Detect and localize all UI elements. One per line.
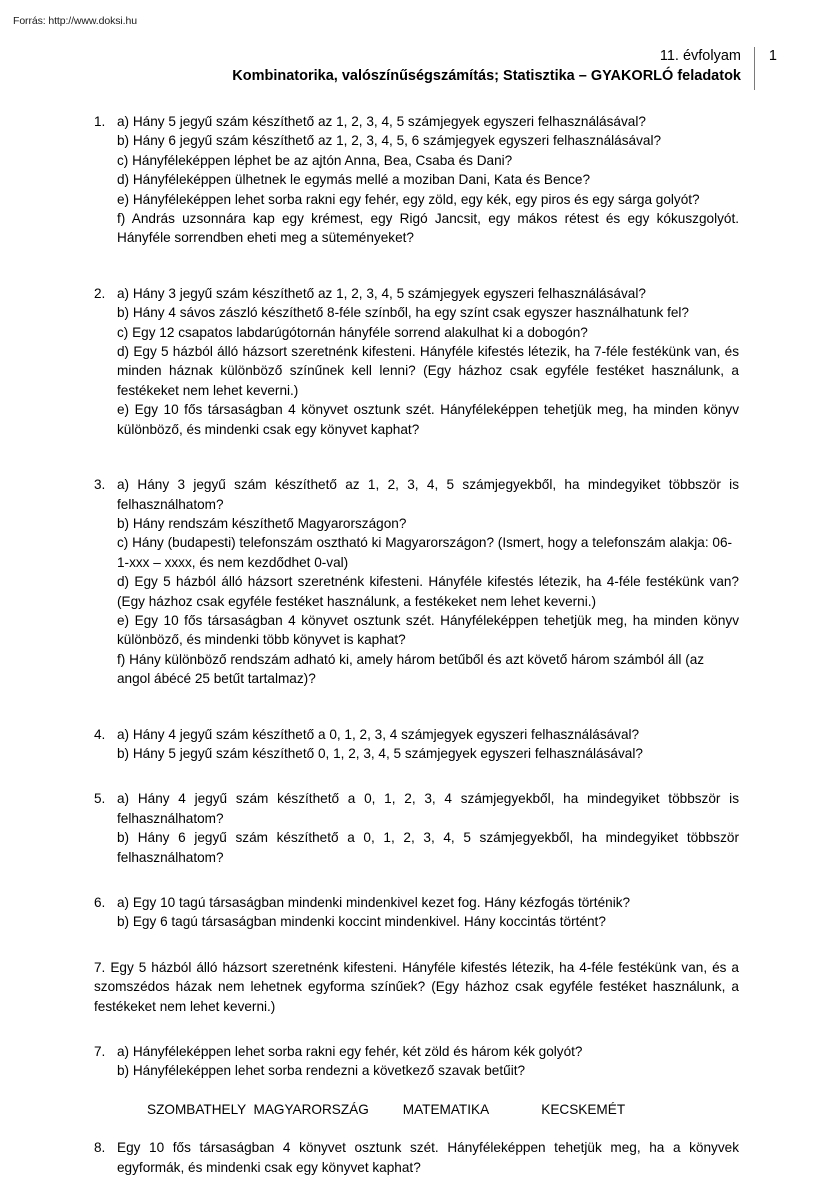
spacer bbox=[94, 867, 739, 893]
problem-3-d: d) Egy 5 házból álló házsort szeretnénk kifesteni. Hányféle kifestés létezik, ha 4-féle festékünk van? (Egy házhoz csak egyféle festéket használunk, a festékeket nem lehet keverni.) bbox=[117, 574, 739, 609]
problem-item-3 bbox=[94, 475, 739, 688]
problem-item-2 bbox=[94, 284, 739, 439]
problem-number: 5. bbox=[94, 791, 106, 807]
problem-number: 4. bbox=[94, 726, 106, 742]
problem-1-d: d) Hányféleképpen ülhetnek le egymás mellé a moziban Dani, Kata és Bence? bbox=[117, 172, 591, 188]
problem-item-4 bbox=[94, 725, 739, 764]
header-divider bbox=[754, 47, 755, 90]
problem-number: 1. bbox=[94, 114, 106, 129]
spacer bbox=[94, 248, 739, 284]
problem-2-d: d) Egy 5 házból álló házsort szeretnénk kifesteni. Hányféle kifestés létezik, ha 7-féle festékünk van, és minden háznak különböző színűnek kell lenni? (Egy házhoz csak egyféle festéket használunk, a festékeket nem lehet keverni.) bbox=[117, 344, 739, 398]
problem-2-e: e) Egy 10 fős társaságban 4 könyvet osztunk szét. Hányféleképpen tehetjük meg, ha minden könyv különböző, és mindenki csak egy könyvet kaphat? bbox=[117, 402, 739, 437]
problem-list bbox=[94, 112, 739, 1177]
problem-6-b: b) Egy 6 tagú társaságban mindenki koccint mindenkivel. Hány koccintás történt? bbox=[117, 914, 606, 930]
problem-2-b: b) Hány 4 sávos zászló készíthető 8-féle színből, ha egy színt csak egyszer használhatunk fel? bbox=[117, 305, 689, 321]
problem-item-8 bbox=[94, 1138, 739, 1177]
problem-body bbox=[117, 789, 739, 867]
problem-number: 6. bbox=[94, 895, 106, 910]
problem-6-a: a) Egy 10 tagú társaságban mindenki mindenkivel kezet fog. Hány kézfogás történik? bbox=[117, 895, 631, 910]
running-header bbox=[90, 46, 777, 88]
spacer bbox=[94, 439, 739, 475]
problem-5-b: b) Hány 6 jegyű szám készíthető a 0, 1, 2, 3, 4, 5 számjegyekből, ha mindegyiket többször felhasználhatom? bbox=[117, 830, 739, 865]
problem-item-5 bbox=[94, 789, 739, 867]
problem-5-a: a) Hány 4 jegyű szám készíthető a 0, 1, 2, 3, 4 számjegyekből, ha mindegyiket többször is felhasználhatom? bbox=[117, 791, 739, 826]
problem-3-c: c) Hány (budapesti) telefonszám osztható ki Magyarországon? (Ismert, hogy a telefonszám alakja: 06-1-xxx – xxxx, és nem kezdődhet 0-val) bbox=[117, 535, 733, 570]
problem-body bbox=[117, 725, 739, 764]
spacer bbox=[94, 1119, 739, 1138]
header-grade-label: 11. évfolyam bbox=[659, 48, 741, 64]
problem-7-a: a) Hányféleképpen lehet sorba rakni egy fehér, két zöld és három kék golyót? bbox=[117, 1044, 583, 1060]
source-watermark: Forrás: http://www.doksi.hu bbox=[13, 15, 137, 27]
problem-body bbox=[117, 1042, 739, 1081]
spacer bbox=[94, 763, 739, 789]
problem-number: 8. bbox=[94, 1140, 106, 1156]
problem-7-b: b) Hányféleképpen lehet sorba rendezni a következő szavak betűit? bbox=[117, 1063, 526, 1079]
problem-item-1 bbox=[94, 112, 739, 248]
problem-3-b: b) Hány rendszám készíthető Magyarországon? bbox=[117, 515, 407, 531]
word-list: SZOMBATHELY MAGYARORSZÁG MATEMATIKA KECSKEMÉT bbox=[147, 1101, 626, 1117]
spacer bbox=[94, 1016, 739, 1042]
problem-1-a: a) Hány 5 jegyű szám készíthető az 1, 2, 3, 4, 5 számjegyek egyszeri felhasználásával? bbox=[117, 114, 646, 129]
problem-body bbox=[117, 284, 739, 439]
problem-item-7 bbox=[94, 1042, 739, 1081]
problem-1-f: f) András uzsonnára kap egy krémest, egy Rigó Jancsit, egy mákos rétest és egy kókuszgolyót. Hányféle sorrendben eheti meg a süteményeket? bbox=[117, 211, 739, 246]
problem-4-b: b) Hány 5 jegyű szám készíthető 0, 1, 2, 3, 4, 5 számjegyek egyszeri felhasználásával? bbox=[117, 745, 643, 761]
problem-body bbox=[117, 112, 739, 248]
spacer bbox=[94, 1081, 739, 1100]
problem-4-a: a) Hány 4 jegyű szám készíthető a 0, 1, 2, 3, 4 számjegyek egyszeri felhasználásával? bbox=[117, 726, 640, 742]
problem-3-e: e) Egy 10 fős társaságban 4 könyvet osztunk szét. Hányféleképpen tehetjük meg, ha minden könyv különböző, és mindenki több könyvet is kaphat? bbox=[117, 612, 739, 648]
spacer bbox=[94, 689, 739, 725]
page-number: 1 bbox=[768, 48, 777, 64]
problem-body bbox=[117, 475, 739, 688]
problem-3-a: a) Hány 3 jegyű szám készíthető az 1, 2, 3, 4, 5 számjegyekből, ha mindegyiket többször is felhasználhatom? bbox=[117, 477, 739, 512]
problem-item-7-paragraph: 7. Egy 5 házból álló házsort szeretnénk kifesteni. Hányféle kifestés létezik, ha 4-féle festékünk van, és a szomszédos házak nem lehetnek egyforma színűek? (Egy házhoz csak egyféle festéket használunk, a festékeket nem lehet keverni.) bbox=[94, 959, 739, 1014]
problem-body bbox=[117, 1138, 739, 1177]
problem-3-f: f) Hány különböző rendszám adható ki, amely három betűből és azt követő három számból áll (az angol ábécé 25 betűt tartalmaz)? bbox=[117, 651, 705, 687]
page-title: Kombinatorika, valószínűségszámítás; Statisztika – GYAKORLÓ feladatok bbox=[232, 68, 741, 84]
problem-body bbox=[117, 893, 739, 932]
problem-item-6 bbox=[94, 893, 739, 932]
problem-1-c: c) Hányféleképpen léphet be az ajtón Anna, Bea, Csaba és Dani? bbox=[117, 152, 513, 168]
problem-2-a: a) Hány 3 jegyű szám készíthető az 1, 2, 3, 4, 5 számjegyek egyszeri felhasználásával? bbox=[117, 285, 646, 301]
spacer bbox=[94, 932, 739, 958]
problem-number: 2. bbox=[94, 285, 106, 301]
problem-1-e: e) Hányféleképpen lehet sorba rakni egy fehér, egy zöld, egy kék, egy piros és egy sárga golyót? bbox=[117, 191, 700, 207]
problem-2-c: c) Egy 12 csapatos labdarúgótornán hányféle sorrend alakulhat ki a dobogón? bbox=[117, 324, 588, 340]
problem-number: 3. bbox=[94, 477, 106, 493]
problem-8-a: Egy 10 fős társaságban 4 könyvet osztunk szét. Hányféleképpen tehetjük meg, ha a könyvek egyformák, és mindenki csak egy könyvet kaphat? bbox=[117, 1140, 739, 1175]
problem-1-b: b) Hány 6 jegyű szám készíthető az 1, 2, 3, 4, 5, 6 számjegyek egyszeri felhasználásával? bbox=[117, 133, 662, 149]
problem-number: 7. bbox=[94, 1044, 106, 1060]
